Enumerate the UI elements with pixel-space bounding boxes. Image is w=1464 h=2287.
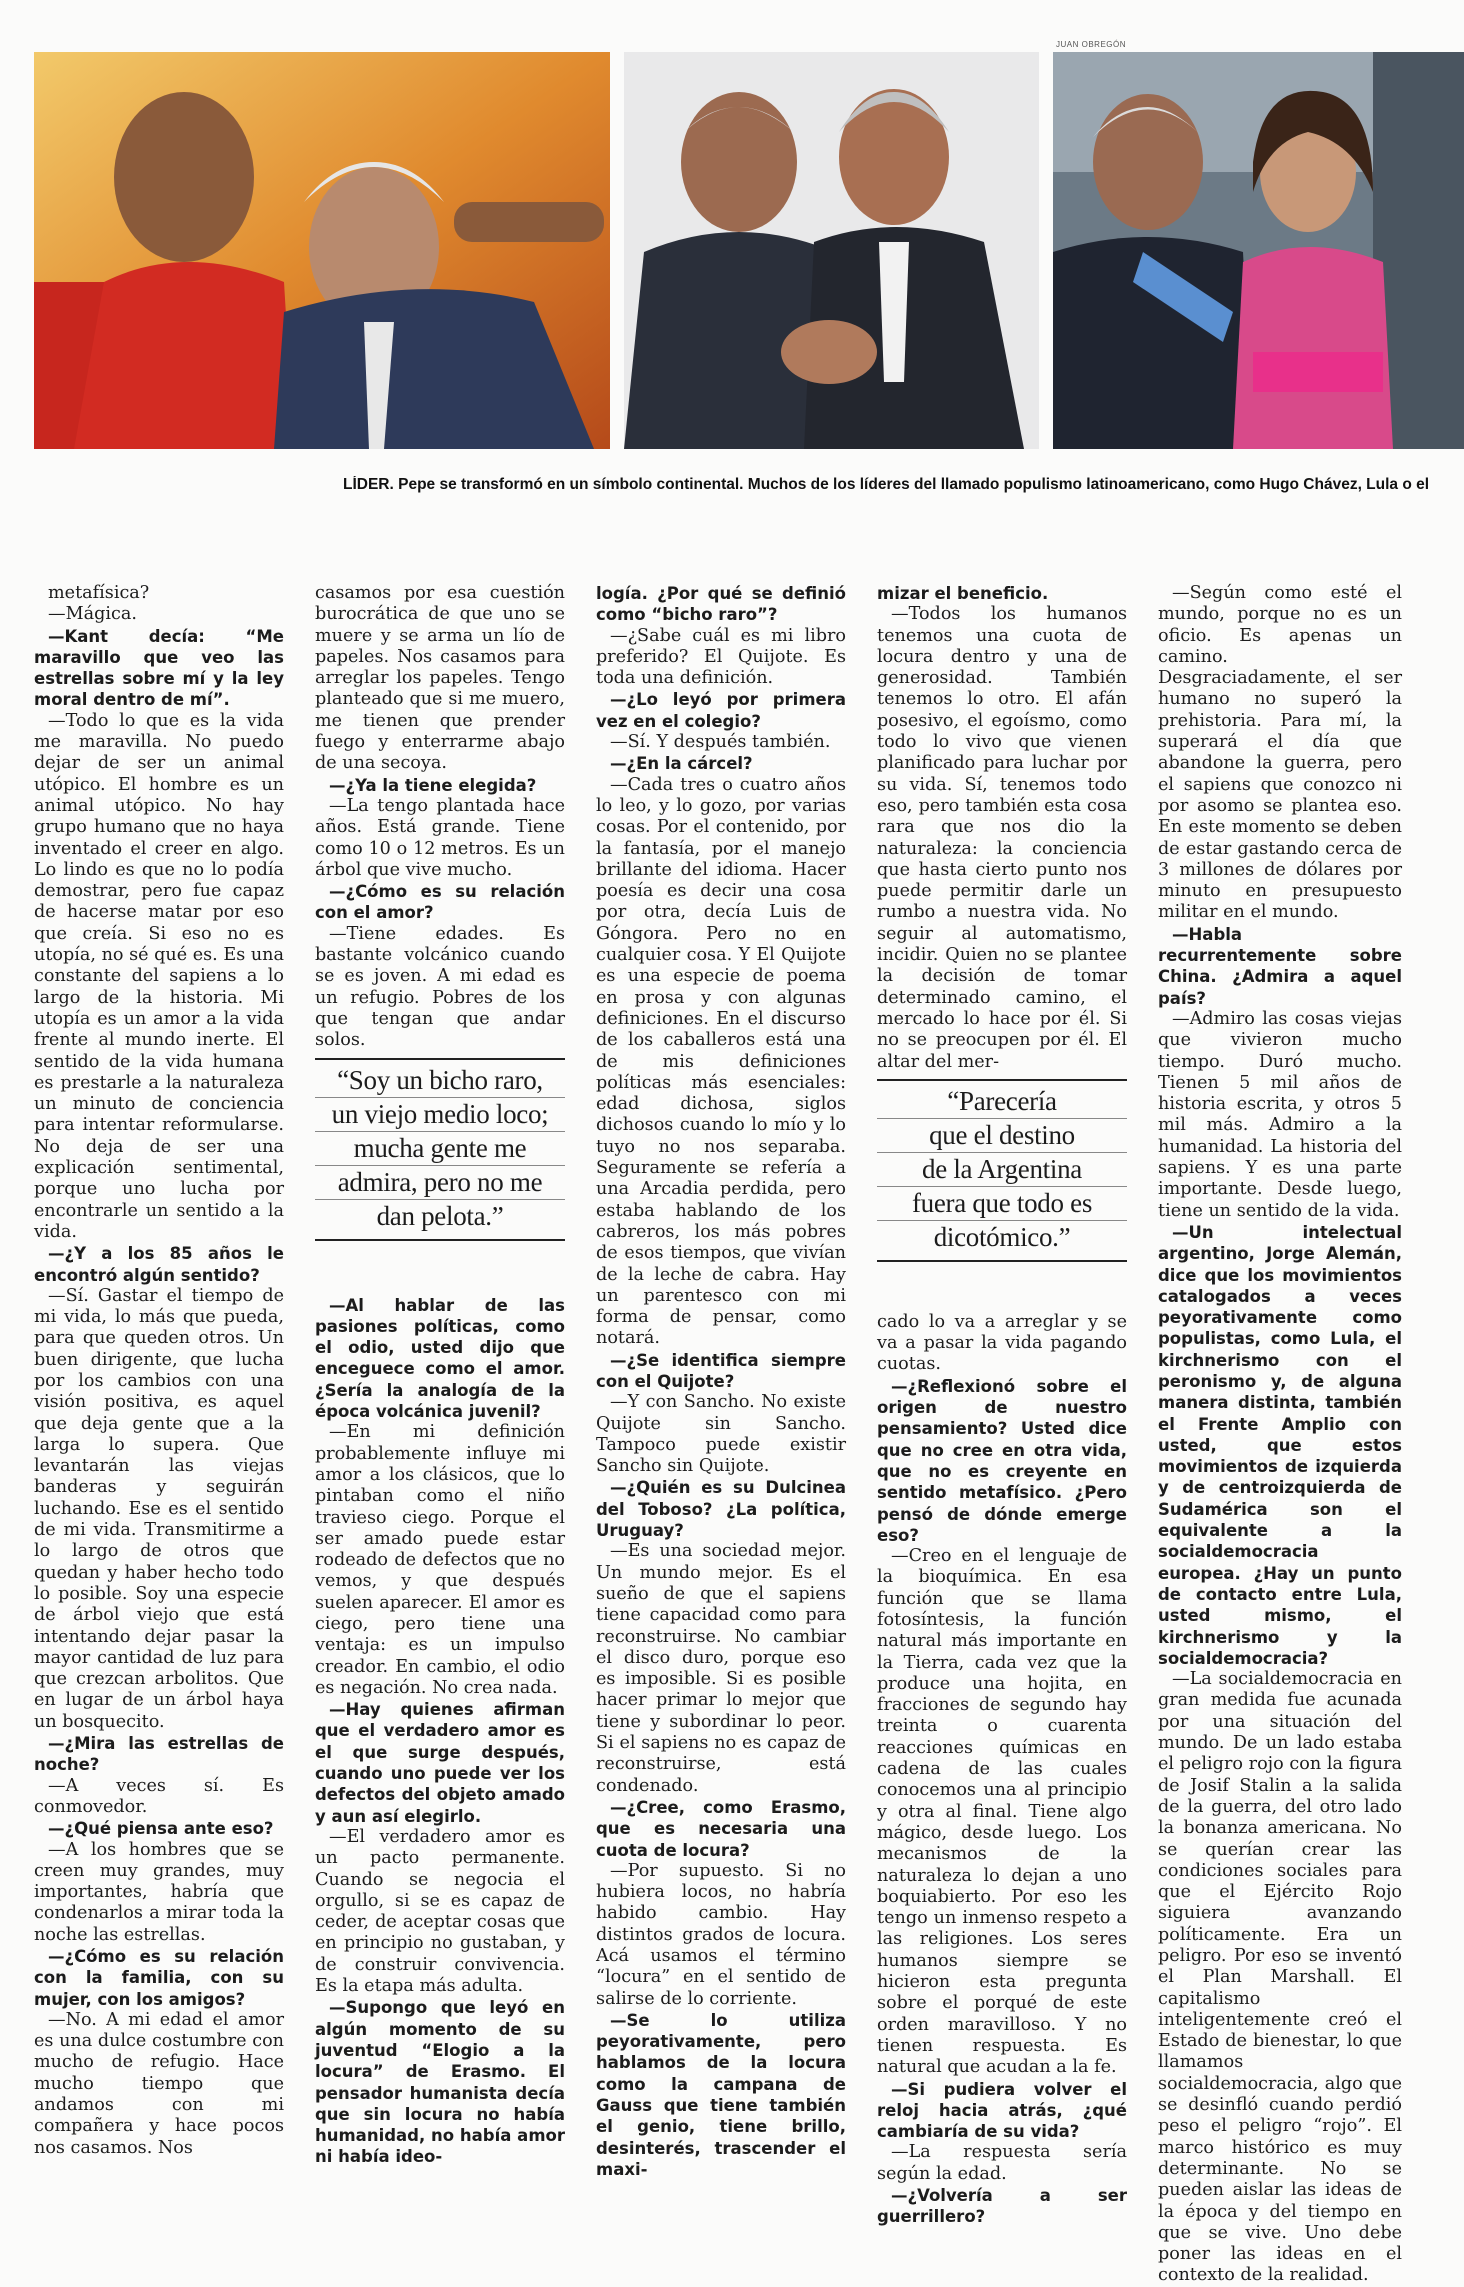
pull-quote-1	[315, 1058, 565, 1241]
interview-answer: —Tiene edades. Es bastante volcánico cuando se es joven. A mi edad es un refugio. Pobres de los que tengan que andar solos.	[315, 923, 565, 1051]
interview-question: —¿Reflexionó sobre el origen de nuestro pensamiento? Usted dice que no cree en otra vida, que no es creyente en sentido metafísico. ¿Pero pensó de dónde emerge eso?	[877, 1376, 1127, 1545]
interview-question: —Kant decía: “Me maravillo que veo las estrellas sobre mí y la ley moral dentro de mí”.	[34, 626, 284, 710]
pull-quote-line: un viejo medio loco;	[315, 1098, 565, 1132]
interview-answer: cado lo va a arreglar y se va a pasar la vida pagando cuotas.	[877, 1311, 1127, 1375]
photo-caption	[343, 476, 1464, 494]
interview-question: logía. ¿Por qué se definió como “bicho raro”?	[596, 584, 846, 625]
interview-answer: —Según como esté el mundo, porque no es un oficio. Es apenas un camino. Desgraciadamente, el ser humano no superó la prehistoria. Para mí, la superará el día que abandone la guerra, pero el sapiens que conozco ni por asomo se plantea eso. En este momento se deben de estar gastando cerca de 3 millones de dólares por minuto en presupuesto militar en el mundo.	[1158, 583, 1402, 923]
photo-mujica-kirchner	[1053, 52, 1464, 449]
interview-question: —Al hablar de las pasiones políticas, como el odio, usted dijo que enceguece como el amor. ¿Sería la analogía de la época volcánica juvenil?	[315, 1295, 565, 1422]
interview-question: —¿Cómo es su relación con el amor?	[315, 882, 565, 923]
pull-quote-line: “Parecería	[877, 1085, 1127, 1119]
interview-answer: —Por supuesto. Si no hubiera locos, no habría habido cambio. Hay distintos grados de locura. Acá usamos el término “locura” en el sentido de salirse de lo corriente.	[596, 1860, 846, 2009]
interview-question: —Supongo que leyó en algún momento de su juventud “Elogio a la locura” de Erasmo. El pensador humanista decía que sin locura no había humanidad, no había amor ni había ideo-	[315, 1998, 565, 2167]
interview-answer: —Sí. Gastar el tiempo de mi vida, lo más que pueda, para que queden otros. Un buen dirigente, que lucha por los cambios con una visión positiva, es aquel que deja gente que a la larga lo supera. Que levantarán las viejas banderas y seguirán luchando. Ese es el sentido de mi vida. Transmitirme a lo largo de otros que quedan y haber hecho todo lo posible. Soy una especie de árbol viejo que está intentando dejar pasar la mayor cantidad de luz para que crezcan arbolitos. Que en lugar de un árbol haya un bosquecito.	[34, 1285, 284, 1732]
interview-answer: —Mágica.	[48, 604, 137, 625]
interview-question: —Si pudiera volver el reloj hacia atrás, ¿qué cambiaría de su vida?	[877, 2079, 1127, 2142]
pull-quote-line: admira, pero no me	[315, 1166, 565, 1200]
caption-lead: LÍDER.	[343, 476, 394, 493]
interview-question: —Habla recurrentemente sobre China. ¿Admira a aquel país?	[1158, 924, 1402, 1008]
text-column-3	[596, 583, 846, 2180]
interview-question: —¿Se identifica siempre con el Quijote?	[596, 1350, 846, 1391]
interview-answer: —No. A mi edad el amor es una dulce costumbre con mucho de refugio. Hace mucho tiempo que andamos con mi compañera y hace pocos nos casamos. Nos	[34, 2009, 284, 2158]
pull-quote-line: “Soy un bicho raro,	[315, 1064, 565, 1098]
text-column-5	[1158, 583, 1402, 2287]
interview-question: —¿Lo leyó por primera vez en el colegio?	[596, 690, 846, 731]
interview-answer: —La socialdemocracia en gran medida fue acunada por una situación del mundo. De un lado estaba el peligro rojo con la figura de Josif Stalin a la salida de la guerra, del otro lado la bonanza americana. No se querían crear las condiciones sociales para que el Ejército Rojo siguiera avanzando políticamente. Era un peligro. Por eso se inventó el Plan Marshall. El capitalismo inteligentemente creó el Estado de bienestar, lo que llamamos socialdemocracia, algo que se desinfló cuando perdió peso el peligro “rojo”. El marco histórico es muy determinante. No se pueden aislar las ideas de la época y del tiempo en que se vive. Uno debe poner las ideas en el contexto de la realidad.	[1158, 1669, 1402, 2286]
interview-question: —¿Y a los 85 años le encontró algún sentido?	[34, 1244, 284, 1285]
interview-answer: —El verdadero amor es un pacto permanente. Cuando se negocia el orgullo, si se es capaz de ceder, de aceptar cosas que en principio no gustaban, y de construir convivencia. Es la etapa más adulta.	[315, 1826, 565, 1997]
interview-answer: —Cada tres o cuatro años lo leo, y lo gozo, por varias cosas. Por el contenido, por la fantasía, por el manejo brillante del idioma. Hacer poesía es decir una cosa por otra, decía Luis de Góngora. Pero no en cualquier cosa. Y El Quijote es una especie de poema en prosa y con algunas definiciones. En el discurso de los caballeros está una de mis definiciones políticas más esenciales: edad dichosa, siglos dichosos cuando lo mío y lo tuyo no nos separaba. Seguramente se refería a una Arcadia perdida, pero estaba hablando de los cabreros, los más pobres de esos tiempos, que vivían de la leche de cabra. Hay un parentesco con mi forma de pensar, como notará.	[596, 774, 846, 1349]
pull-quote-line: fuera que todo es	[877, 1187, 1127, 1221]
interview-answer: casamos por esa cuestión burocrática de que uno se muere y se arma un lío de papeles. Nos casamos para arreglar los papeles. Tengo planteado que si me muero, me tienen que prender fuego y enterrarme abajo de una secoya.	[315, 583, 565, 774]
interview-answer: metafísica?	[48, 583, 150, 603]
interview-question: —¿Volvería a ser guerrillero?	[877, 2186, 1127, 2227]
interview-answer: —Sí. Y después también.	[610, 732, 831, 753]
interview-answer: —La tengo plantada hace años. Está grande. Tiene como 10 o 12 metros. Es un árbol que vive mucho.	[315, 795, 565, 880]
interview-question: —¿Ya la tiene elegida?	[329, 775, 537, 795]
interview-question: —¿En la cárcel?	[610, 754, 753, 774]
interview-answer: —Es una sociedad mejor. Un mundo mejor. Es el sueño de que el sapiens tiene capacidad como para reconstruirse. No cambiar el disco duro, porque eso es imposible. Si es posible hacer primar lo mejor que tiene y subordinar lo peor. Si el sapiens no es capaz de reconstruirse, está condenado.	[596, 1541, 846, 1796]
photo-mujica-lula	[624, 52, 1039, 449]
pull-quote-line: mucha gente me	[315, 1132, 565, 1166]
interview-question: —Hay quienes afirman que el verdadero amor es el que surge después, cuando uno puede ver los defectos del objeto amado y aun así elegirlo.	[315, 1700, 565, 1826]
interview-answer: —Admiro las cosas viejas que vivieron mucho tiempo. Duró mucho. Tienen 5 mil años de historia escrita, y otros 5 mil más. Admiro a la humanidad. La historia del sapiens. Y es una parte importante. Desde luego, tiene un sentido de la vida.	[1158, 1008, 1402, 1221]
interview-question: —Un intelectual argentino, Jorge Alemán, dice que los movimientos catalogados a veces peyorativamente como populistas, como Lula, el kirchnerismo con el peronismo y, de alguna manera distinta, también el Frente Amplio con usted, que estos movimientos de izquierda y de centroizquierda de Sudamérica son el equivalente a la socialdemocracia europea. ¿Hay un punto de contacto entre Lula, usted mismo, el kirchnerismo y la socialdemocracia?	[1158, 1222, 1402, 1668]
interview-question: —Se lo utiliza peyorativamente, pero hablamos de la locura como la campana de Gauss que tiene también el genio, tiene brillo, desinterés, trascender el maxi-	[596, 2010, 846, 2179]
interview-answer: —¿Sabe cuál es mi libro preferido? El Quijote. Es toda una definición.	[596, 625, 846, 689]
text-column-1	[34, 583, 284, 2159]
text-column-2	[315, 583, 565, 2168]
pull-quote-line: dan pelota.”	[376, 1200, 504, 1231]
interview-answer: —La respuesta sería según la edad.	[877, 2142, 1127, 2184]
interview-question: —¿Cree, como Erasmo, que es necesaria una cuota de locura?	[596, 1797, 846, 1860]
caption-text: Pepe se transformó en un símbolo continental. Muchos de los líderes del llamado populismo latinoamericano, como Hugo Chávez, Lula o el	[398, 476, 1430, 493]
interview-question: —¿Qué piensa ante eso?	[48, 1819, 274, 1839]
interview-question: mizar el beneficio.	[877, 584, 1049, 603]
interview-answer: —En mi definición probablemente influye mi amor a los clásicos, que lo pintaban como el niño travieso ciego. Porque el ser amado puede estar rodeado de defectos que no vemos, y que después suelen aparecer. El amor es ciego, pero tiene una ventaja: es un impulso creador. En cambio, el odio es negación. No crea nada.	[315, 1422, 565, 1698]
interview-answer: —Y con Sancho. No existe Quijote sin Sancho. Tampoco puede existir Sancho sin Quijote.	[596, 1392, 846, 1477]
interview-answer: —Todo lo que es la vida me maravilla. No puedo dejar de ser un animal utópico. El hombre es un animal utópico. No hay grupo humano que no haya inventado el creer en algo. Lo lindo es que no lo podía demostrar, pero fue capaz de hacerse matar por eso que creía. Si eso no es utopía, no sé qué es. Es una constante del sapiens a lo largo de la historia. Mi utopía es un amor a la vida frente al mundo inerte. El sentido de la vida humana es prestarle a la naturaleza un minuto de conciencia para intentar reformularse. No deja de ser una explicación sentimental, porque uno lucha por encontrarle un sentido a la vida.	[34, 710, 284, 1242]
interview-question: —¿Mira las estrellas de noche?	[34, 1734, 284, 1775]
interview-answer: —Todos los humanos tenemos una cuota de locura dentro y una de generosidad. También tenemos lo otro. El afán posesivo, el egoísmo, como todo lo vivo que vienen planificado para luchar por su vida. Sí, tenemos todo eso, pero también esta cosa rara que nos dio la naturaleza: la conciencia que hasta cierto punto nos puede permitir darle un rumbo a nuestra vida. No seguir al automatismo, incidir. Quien no se plantee la decisión de tomar determinado camino, el mercado lo hace por él. Si no se preocupen por él. El altar del mer-	[877, 604, 1127, 1072]
text-column-4	[877, 583, 1127, 2228]
photo-credit: JUAN OBREGÓN	[1056, 40, 1127, 49]
interview-answer: —A veces sí. Es conmovedor.	[34, 1775, 284, 1817]
photo-chavez-mujica	[34, 52, 610, 449]
pull-quote-2	[877, 1079, 1127, 1262]
interview-answer: —A los hombres que se creen muy grandes, muy importantes, habría que condenarlos a mirar toda la noche las estrellas.	[34, 1839, 284, 1945]
pull-quote-line: que el destino	[877, 1119, 1127, 1153]
pull-quote-line: dicotómico.”	[933, 1221, 1071, 1252]
interview-question: —¿Quién es su Dulcinea del Toboso? ¿La política, Uruguay?	[596, 1478, 846, 1541]
interview-question: —¿Cómo es su relación con la familia, con su mujer, con los amigos?	[34, 1947, 284, 2009]
interview-answer: —Creo en el lenguaje de la bioquímica. En esa función que se llama fotosíntesis, la función natural más importante en la Tierra, cada vez que la produce una hojita, en fracciones de segundo hay treinta o cuarenta reacciones químicas en cadena de las cuales conocemos una al principio y otra al final. Tiene algo mágico, desde luego. Los mecanismos de la naturaleza lo dejan a uno boquiabierto. Por eso les tengo un inmenso respeto a las religiones. Los seres humanos siempre se hicieron esta pregunta sobre el porqué de este orden maravilloso. Y no tienen respuesta. Es natural que acudan a la fe.	[877, 1546, 1127, 2078]
pull-quote-line: de la Argentina	[877, 1153, 1127, 1187]
